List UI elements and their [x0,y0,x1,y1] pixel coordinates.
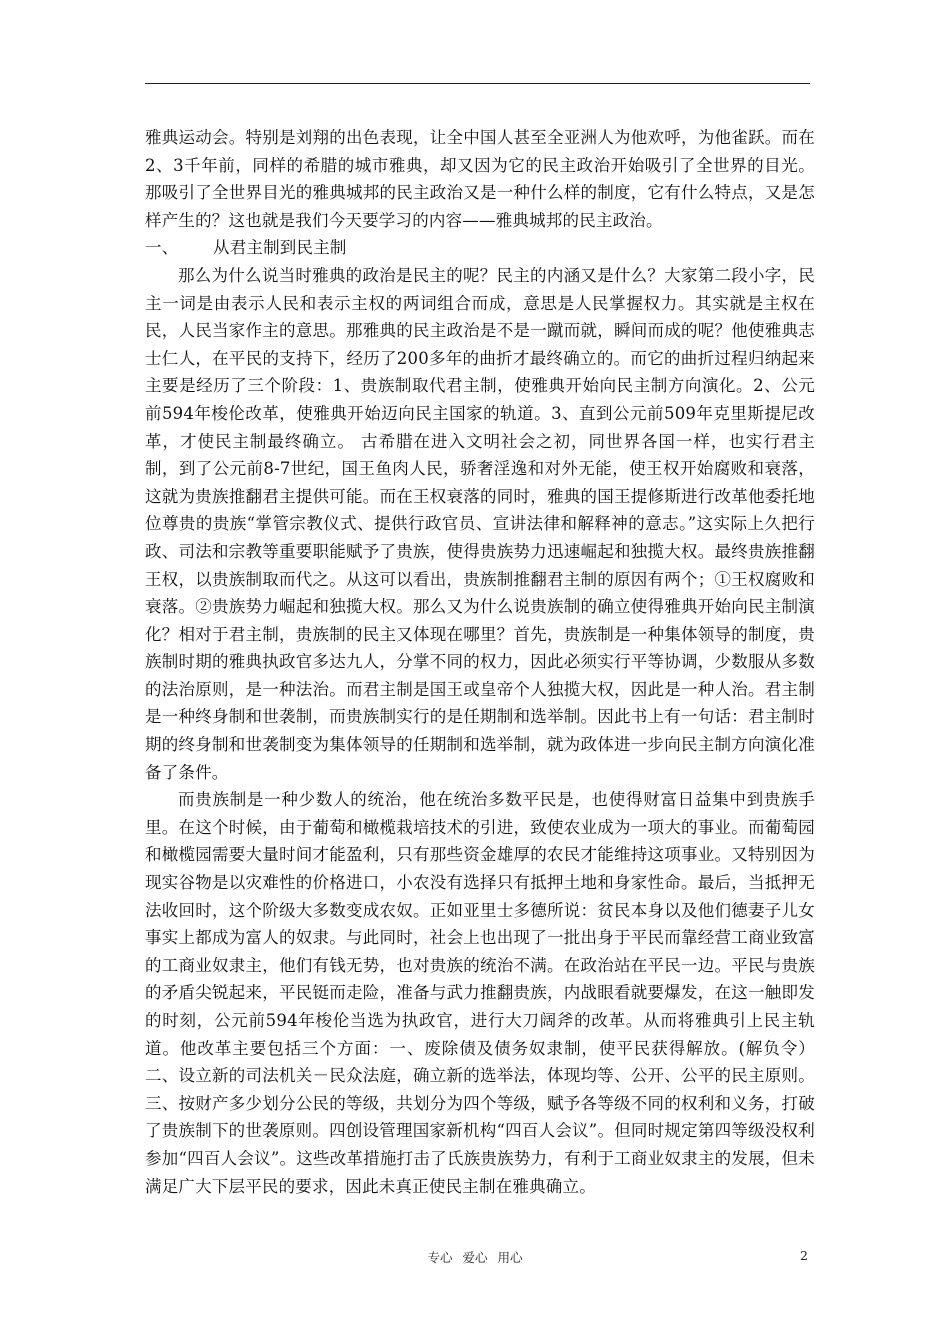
page-number: 2 [800,1248,808,1263]
section-number: 一、 [145,238,179,258]
body-paragraph-1: 那么为什么说当时雅典的政治是民主的呢？民主的内涵又是什么？大家第二段小字，民主一词是由表示人民和表示主权的两词组合而成，意思是人民掌握权力。其实就是主权在民，人民当家作主的意思。那雅典的民主政治是不是一蹴而就，瞬间而成的呢？他使雅典志士仁人，在平民的支持下，经历了200多年的曲折才最终确立的。而它的曲折过程归纳起来主要是经历了三个阶段：1、贵族制取代君主制，使雅典开始向民主制方向演化。2、公元前594年梭伦改革，使雅典开始迈向民主国家的轨道。3、直到公元前509年克里斯提尼改革，才使民主制最终确立。 古希腊在进入文明社会之初，同世界各国一样，也实行君主制，到了公元前8-7世纪，国王鱼肉人民，骄奢淫逸和对外无能，使王权开始腐败和衰落，这就为贵族推翻君主提供可能。而在王权衰落的同时，雅典的国王提修斯进行改革他委托地位尊贵的贵族“掌管宗教仪式、提供行政官员、宣讲法律和解释神的意志。”这实际上久把行政、司法和宗教等重要职能赋予了贵族，使得贵族势力迅速崛起和独揽大权。最终贵族推翻王权，以贵族制取而代之。从这可以看出，贵族制推翻君主制的原因有两个；①王权腐败和衰落。②贵族势力崛起和独揽大权。那么又为什么说贵族制的确立使得雅典开始向民主制演化？相对于君主制，贵族制的民主又体现在哪里？首先，贵族制是一种集体领导的制度，贵族制时期的雅典执政官多达九人，分掌不同的权力，因此必须实行平等协调，少数服从多数的法治原则，是一种法治。而君主制是国王或皇帝个人独揽大权，因此是一种人治。君主制是一种终身制和世袭制，而贵族制实行的是任期制和选举制。因此书上有一句话：君主制时期的终身制和世袭制变为集体领导的任期制和选举制，就为政体进一步向民主制方向演化准备了条件。 [145,265,815,782]
section-heading [145,234,815,262]
footer-motto: 专心 爱心 用心 [427,1250,523,1265]
section-title: 从君主制到民主制 [213,238,347,258]
intro-paragraph: 雅典运动会。特别是刘翔的出色表现，让全中国人甚至全亚洲人为他欢呼，为他雀跃。而在2、3千年前，同样的希腊的城市雅典，却又因为它的民主政治开始吸引了全世界的目光。那吸引了全世界目光的雅典城邦的民主政治又是一种什么样的制度，它有什么特点，又是怎样产生的？这也就是我们今天要学习的内容——雅典城邦的民主政治。 [145,128,815,230]
body-paragraph-2: 而贵族制是一种少数人的统治，他在统治多数平民是，也使得财富日益集中到贵族手里。在这个时候，由于葡萄和橄榄栽培技术的引进，致使农业成为一项大的事业。而葡萄园和橄榄园需要大量时间才能盈利，只有那些资金雄厚的农民才能维持这项事业。又特别因为现实谷物是以灾难性的价格进口，小农没有选择只有抵押土地和身家性命。最后，当抵押无法收回时，这个阶级大多数变成农奴。正如亚里士多德所说：贫民本身以及他们德妻子儿女事实上都成为富人的奴隶。与此同时，社会上也出现了一批出身于平民而靠经营工商业致富的工商业奴隶主，他们有钱无势，也对贵族的统治不满。在政治站在平民一边。平民与贵族的矛盾尖锐起来，平民铤而走险，准备与武力推翻贵族，内战眼看就要爆发，在这一触即发的时刻，公元前594年梭伦当选为执政官，进行大刀阔斧的改革。从而将雅典引上民主轨道。他改革主要包括三个方面：一、废除债及债务奴隶制，使平民获得解放。(解负令）二、设立新的司法机关－民众法庭，确立新的选举法，体现均等、公开、公平的民主原则。三、按财产多少划分公民的等级，共划分为四个等级，赋予各等级不同的权利和义务，打破了贵族制下的世袭原则。四创设管理国家新机构“四百人会议”。但同时规定第四等级没权利参加“四百人会议”。这些改革措施打击了氏族贵族势力，有利于工商业奴隶主的发展，但未满足广大下层平民的要求，因此未真正使民主制在雅典确立。 [145,790,815,1196]
document-body [145,124,815,1200]
header-rule [145,83,810,84]
